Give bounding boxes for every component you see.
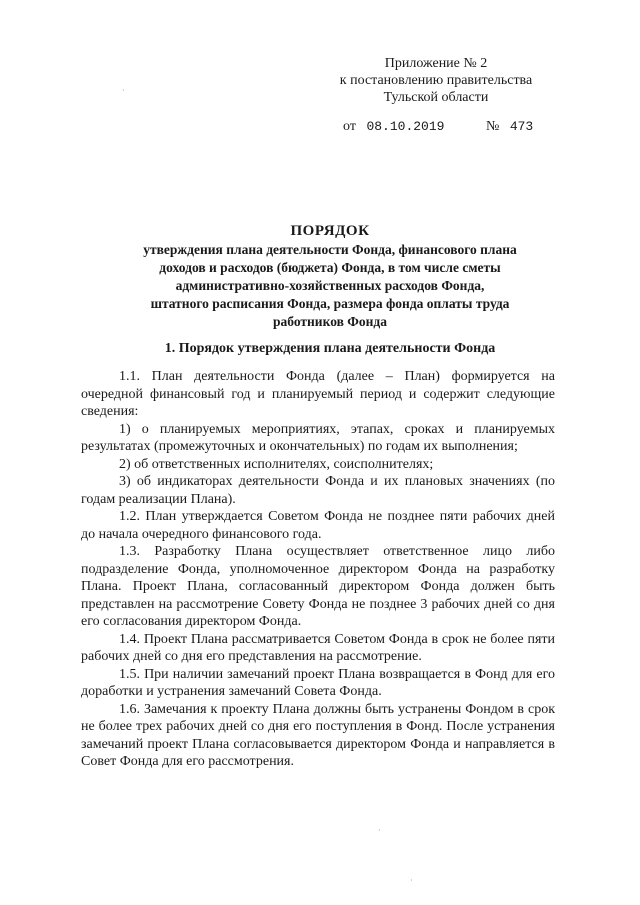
appendix-region: Тульской области xyxy=(383,90,489,105)
paragraph-1-4: 1.4. Проект Плана рассматривается Советом Фонда в срок не более пяти рабочих дней со дня его представления на рассмотрение. xyxy=(81,631,555,664)
number-prefix: № xyxy=(485,119,500,134)
title-line: штатного расписания Фонда, размера фонда оплаты труда xyxy=(150,296,510,311)
paragraph-1-5: 1.5. При наличии замечаний проект Плана возвращается в Фонд для его доработки и устранения замечаний Совета Фонда. xyxy=(81,666,555,699)
decree-dateline xyxy=(343,118,533,136)
title-line: доходов и расходов (бюджета) Фонда, в том числе сметы xyxy=(159,260,501,275)
section-heading: 1. Порядок утверждения плана деятельности Фонда xyxy=(164,341,496,356)
scan-speck: · xyxy=(410,876,413,885)
paragraph-item-2: 2) об ответственных исполнителях, соисполнителях; xyxy=(119,456,434,472)
section-body xyxy=(81,368,555,771)
paragraph-1-3: 1.3. Разработку Плана осуществляет ответственное лицо либо подразделение Фонда, уполномоченное директором Фонда на разработку Плана. Проект Плана, согласованный директором Фонда должен быть представлен на рассмотрение Совету Фонда не позднее 3 рабочих дней со дня его согласования директором Фонда. xyxy=(81,544,555,629)
decree-date: 08.10.2019 xyxy=(366,119,445,134)
scan-speck: · xyxy=(122,86,125,95)
title-line: работников Фонда xyxy=(273,314,387,329)
document-title xyxy=(80,222,580,331)
paragraph-1-2: 1.2. План утверждается Советом Фонда не позднее пяти рабочих дней до начала очередного финансового года. xyxy=(81,509,555,542)
appendix-title: Приложение № 2 xyxy=(384,56,488,71)
appendix-reference: к постановлению правительства xyxy=(339,73,533,88)
paragraph-item-3: 3) об индикаторах деятельности Фонда и их плановых значениях (по годам реализации Плана). xyxy=(81,474,555,507)
paragraph-1-6: 1.6. Замечания к проекту Плана должны быть устранены Фондом в срок не более трех рабочих дней со дня его поступления в Фонд. После устранения замечаний проект Плана согласовывается директором Фонда и направляется в Совет Фонда для его рассмотрения. xyxy=(81,701,555,769)
scan-speck: · xyxy=(378,826,381,835)
appendix-header xyxy=(320,55,552,106)
paragraph-1-1: 1.1. План деятельности Фонда (далее – План) формируется на очередной финансовый год и планируемый период и содержит следующие сведения: xyxy=(81,369,555,419)
paragraph-item-1: 1) о планируемых мероприятиях, этапах, сроках и планируемых результатах (промежуточных и окончательных) по годам их выполнения; xyxy=(81,421,555,454)
title-main: ПОРЯДОК xyxy=(290,223,370,239)
decree-number: 473 xyxy=(509,119,534,134)
title-line: утверждения плана деятельности Фонда, финансового плана xyxy=(143,242,517,257)
title-line: административно-хозяйственных расходов Фонда, xyxy=(175,278,485,293)
date-prefix: от xyxy=(343,119,356,134)
